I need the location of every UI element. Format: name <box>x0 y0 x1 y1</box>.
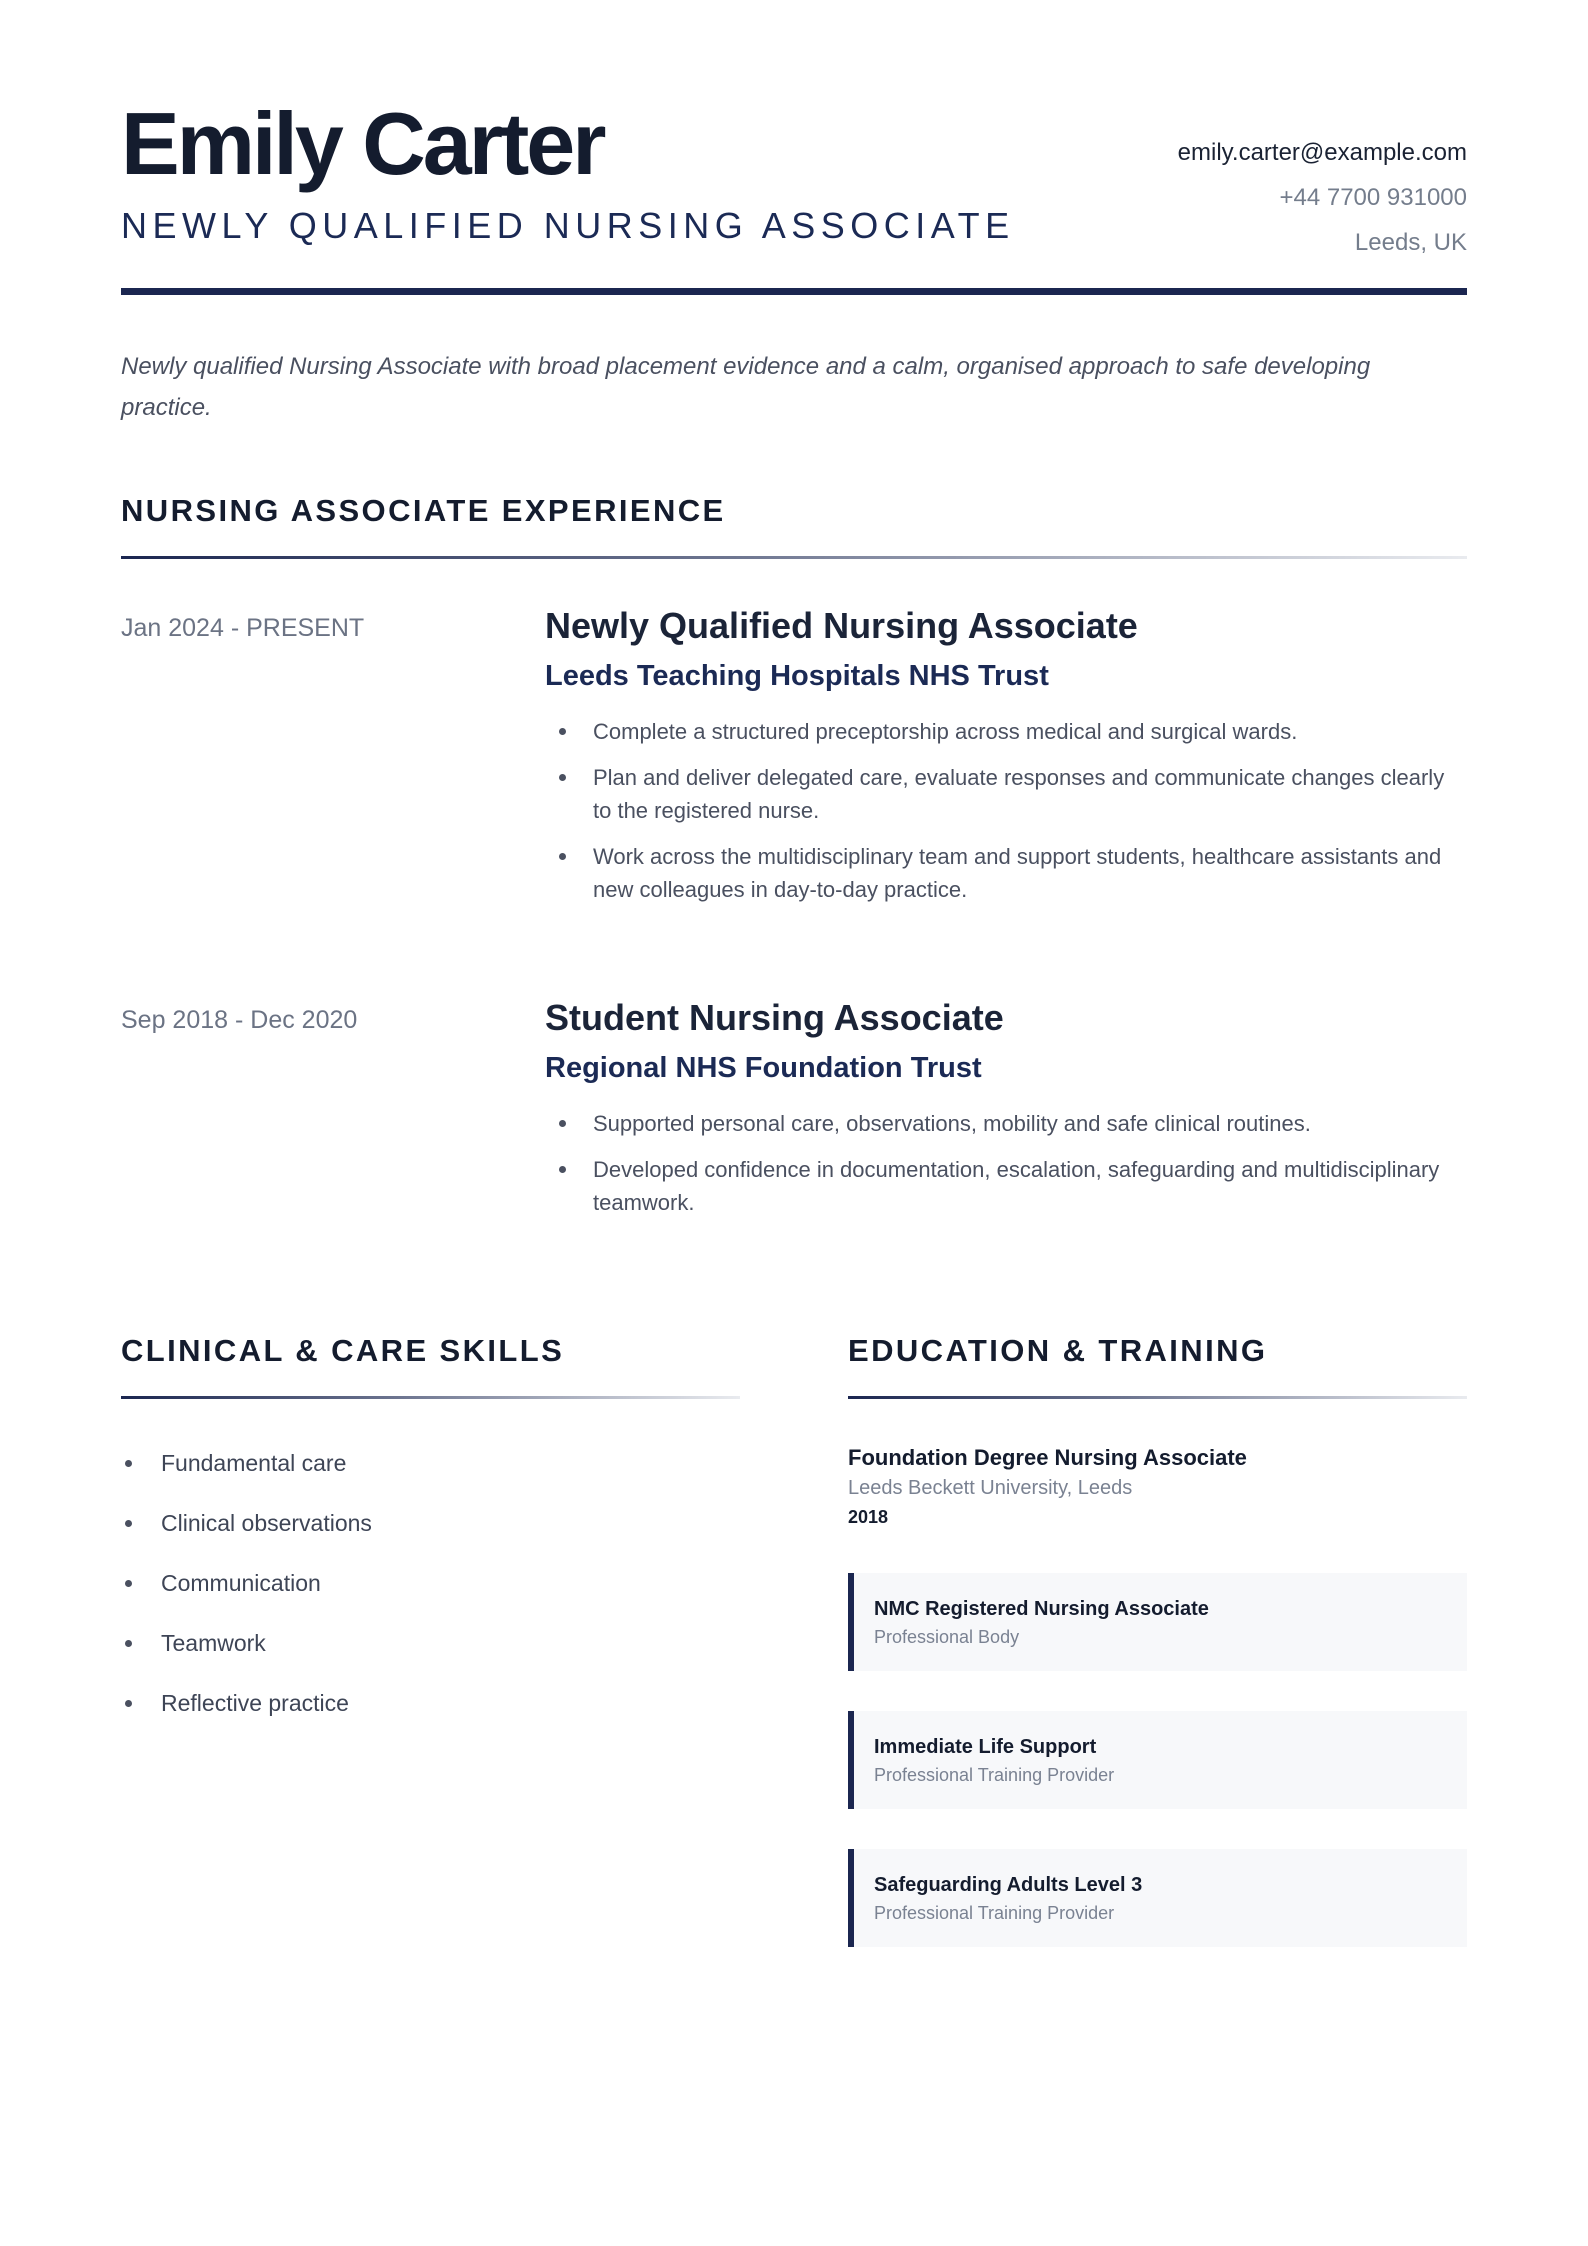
skill-item: Teamwork <box>121 1627 740 1659</box>
certification-title: Safeguarding Adults Level 3 <box>874 1874 1143 1896</box>
experience-divider <box>121 556 1467 559</box>
job-details <box>545 603 1467 919</box>
certification-title: Immediate Life Support <box>874 1736 1097 1758</box>
certification-provider: Professional Training Provider <box>874 1903 1115 1923</box>
job-title: Student Nursing Associate <box>545 997 1004 1038</box>
education-divider <box>848 1396 1467 1399</box>
skill-item: Communication <box>121 1567 740 1599</box>
job-bullet: Plan and deliver delegated care, evaluate responses and communicate changes clearly to the registered nurse. <box>545 761 1467 827</box>
resume-header <box>121 0 1467 296</box>
job-date: Jan 2024 - PRESENT <box>121 614 365 642</box>
contact-block <box>1178 130 1467 265</box>
education-section <box>848 1332 1467 1947</box>
certification-provider: Professional Body <box>874 1627 1020 1647</box>
candidate-name: Emily Carter <box>121 94 604 193</box>
degree-school: Leeds Beckett University, Leeds <box>848 1477 1133 1499</box>
contact-phone: +44 7700 931000 <box>1279 184 1467 211</box>
contact-location: Leeds, UK <box>1354 229 1467 256</box>
job-bullet: Work across the multidisciplinary team and support students, healthcare assistants and new colleagues in day-to-day practice. <box>545 840 1467 906</box>
skill-item: Fundamental care <box>121 1447 740 1479</box>
job-bullet: Complete a structured preceptorship across medical and surgical wards. <box>545 715 1467 748</box>
job-bullets <box>545 715 1467 906</box>
certification-title: NMC Registered Nursing Associate <box>874 1598 1209 1620</box>
two-column-section <box>121 1332 1467 1947</box>
skills-list <box>121 1447 740 1719</box>
certification-card <box>848 1573 1467 1671</box>
education-heading: EDUCATION & TRAINING <box>848 1333 1268 1368</box>
job-organisation: Regional NHS Foundation Trust <box>545 1052 982 1084</box>
certification-card <box>848 1711 1467 1809</box>
experience-heading: NURSING ASSOCIATE EXPERIENCE <box>121 493 726 528</box>
certification-card <box>848 1849 1467 1947</box>
job-date: Sep 2018 - Dec 2020 <box>121 1006 358 1034</box>
job-bullet: Developed confidence in documentation, escalation, safeguarding and multidisciplinary teamwork. <box>545 1153 1467 1219</box>
job-bullet: Supported personal care, observations, mobility and safe clinical routines. <box>545 1107 1467 1140</box>
degree-year: 2018 <box>848 1507 889 1527</box>
job-entry <box>121 603 1467 919</box>
job-bullets <box>545 1107 1467 1219</box>
contact-email: emily.carter@example.com <box>1177 139 1467 166</box>
profile-summary: Newly qualified Nursing Associate with broad placement evidence and a calm, organised approach to safe developing practice. <box>121 353 1371 421</box>
certification-provider: Professional Training Provider <box>874 1765 1115 1785</box>
job-details <box>545 995 1467 1232</box>
candidate-role: NEWLY QUALIFIED NURSING ASSOCIATE <box>121 205 1015 246</box>
skills-divider <box>121 1396 740 1399</box>
degree-title: Foundation Degree Nursing Associate <box>848 1445 1247 1470</box>
skills-section <box>121 1332 740 1947</box>
job-title: Newly Qualified Nursing Associate <box>545 605 1138 646</box>
skills-heading: CLINICAL & CARE SKILLS <box>121 1333 565 1368</box>
education-entry <box>848 1443 1467 1531</box>
job-entry <box>121 995 1467 1232</box>
skill-item: Reflective practice <box>121 1687 740 1719</box>
job-organisation: Leeds Teaching Hospitals NHS Trust <box>545 660 1049 692</box>
skill-item: Clinical observations <box>121 1507 740 1539</box>
experience-section <box>121 492 1467 1232</box>
header-divider <box>121 288 1467 295</box>
